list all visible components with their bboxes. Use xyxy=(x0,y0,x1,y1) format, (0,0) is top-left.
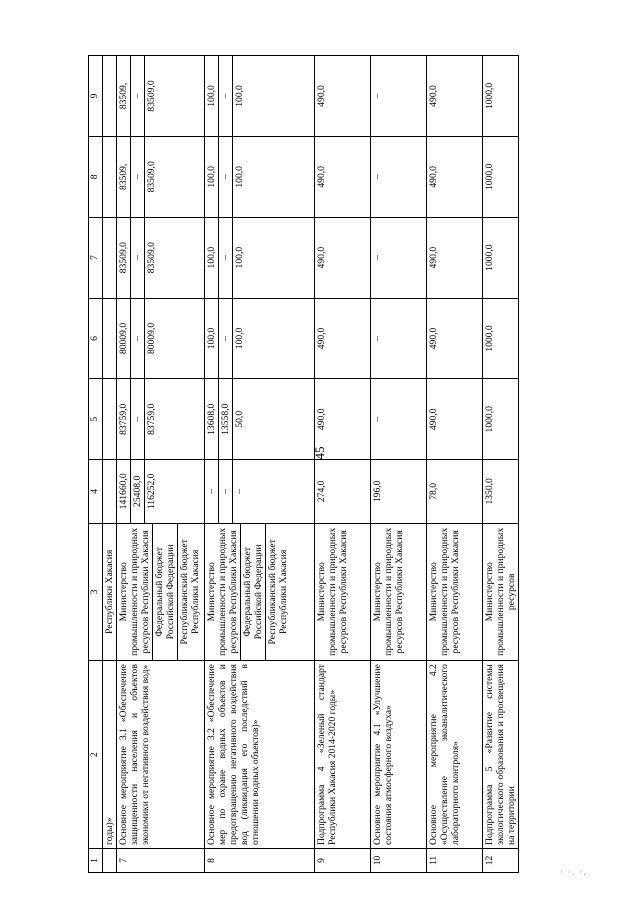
executor-line: Министерство промышленности и природных ресурсов xyxy=(484,527,517,656)
continuation-cell-5 xyxy=(103,379,117,460)
row-activity-name: Основное мероприятие 4.2 «Осуществление экоаналитического лабораторного контроля» xyxy=(427,661,483,849)
value-line: – xyxy=(130,137,144,217)
value-cell-9 xyxy=(427,56,483,137)
value-cell-4 xyxy=(205,460,315,523)
value-cell-5 xyxy=(427,379,483,460)
value-line: 490,0 xyxy=(428,327,439,350)
value-line: 490,0 xyxy=(428,246,439,269)
row-number: 9 xyxy=(315,848,371,872)
table-row xyxy=(371,56,427,873)
value-line: – xyxy=(206,488,217,494)
value-line: – xyxy=(130,379,144,459)
value-line: 141660,0 xyxy=(118,473,129,510)
value-line: 196,0 xyxy=(372,480,383,503)
rotated-table-area xyxy=(88,55,553,873)
value-cell-6 xyxy=(371,298,427,379)
value-line: – xyxy=(130,299,144,379)
continuation-cell-7 xyxy=(103,217,117,298)
value-cell-7 xyxy=(315,217,371,298)
value-cell-8 xyxy=(117,136,205,217)
value-line: 1000,0 xyxy=(484,163,495,191)
value-line: 83759,0 xyxy=(118,403,129,435)
value-cell-5 xyxy=(205,379,315,460)
value-line: 1000,0 xyxy=(484,82,495,110)
value-line: 1000,0 xyxy=(484,406,495,433)
budget-table xyxy=(88,55,519,873)
value-cell-7 xyxy=(371,217,427,298)
value-line: 490,0 xyxy=(428,85,439,107)
row-activity-name: Подпрограмма 5 «Развитие системы экологического образования и просвещения на территории xyxy=(483,661,519,849)
value-line: – xyxy=(130,56,144,136)
value-line: – xyxy=(372,255,383,261)
row-number: 10 xyxy=(371,848,427,872)
value-cell-7 xyxy=(427,217,483,298)
value-cell-4 xyxy=(427,460,483,523)
value-cell-9 xyxy=(117,56,205,137)
continuation-cell-6 xyxy=(103,298,117,379)
value-cell-6 xyxy=(117,298,205,379)
value-cell-5 xyxy=(117,379,205,460)
continuation-row xyxy=(103,56,117,873)
header-row xyxy=(89,56,103,873)
row-number: 12 xyxy=(483,848,519,872)
row-activity-name: Основное мероприятие 3.2 «Обеспечение мер по охране водных объектов и предотвращению негативного воздействия вод (ликвидация его последствий в отношении водных объектов)» xyxy=(205,661,315,849)
value-line: – xyxy=(218,460,232,522)
header-col-5: 5 xyxy=(89,379,103,460)
value-cell-9 xyxy=(205,56,315,137)
value-cell-4 xyxy=(117,460,205,523)
value-line: 83509,0 xyxy=(144,137,158,217)
table-row xyxy=(315,56,371,873)
value-cell-8 xyxy=(315,136,371,217)
value-line: 100,0 xyxy=(232,218,246,298)
continuation-cell-1 xyxy=(103,848,117,872)
value-cell-5 xyxy=(371,379,427,460)
row-number: 7 xyxy=(117,848,205,872)
table-rotator xyxy=(88,55,553,873)
value-line: 83509, xyxy=(118,163,129,191)
value-line: 25408,0 xyxy=(130,460,144,522)
value-line: – xyxy=(372,416,383,422)
executor-line: Республиканский бюджет Республики Хакасия xyxy=(177,524,202,661)
continuation-cell-9 xyxy=(103,56,117,137)
value-line: 490,0 xyxy=(316,85,327,107)
executor-cell xyxy=(483,523,519,661)
table-row xyxy=(205,56,315,873)
value-line: 83759,0 xyxy=(144,379,158,459)
value-cell-8 xyxy=(205,136,315,217)
value-line: 1350,0 xyxy=(484,478,495,505)
table-row xyxy=(117,56,205,873)
value-cell-8 xyxy=(371,136,427,217)
continuation-cell-8 xyxy=(103,136,117,217)
value-line: 100,0 xyxy=(232,56,246,136)
value-line: 80009,0 xyxy=(118,322,129,355)
value-line: 274,0 xyxy=(316,480,327,503)
executor-line: Федеральный бюджет Российской Федерации xyxy=(240,524,265,661)
value-line: – xyxy=(218,56,232,136)
value-line: 50,0 xyxy=(232,379,246,459)
executor-line: Министерство промышленности и природных ресурсов Республики Хакасия xyxy=(428,527,461,656)
row-activity-name: Основное мероприятие 3.1 «Обеспечение защищенности населения и объектов экономики от негативного воздействия вод» xyxy=(117,661,205,849)
value-line: – xyxy=(232,460,246,522)
value-line: 13608,0 xyxy=(206,403,217,435)
executor-line: Министерство промышленности и природных ресурсов Республики Хакасия xyxy=(316,527,349,656)
value-line: – xyxy=(218,218,232,298)
row-number: 11 xyxy=(427,848,483,872)
value-line: 100,0 xyxy=(206,166,217,188)
value-line: 83509,0 xyxy=(144,56,158,136)
header-col-4: 4 xyxy=(89,460,103,523)
executor-line: Министерство промышленности и природных ресурсов Республики Хакасия xyxy=(206,527,239,656)
value-cell-6 xyxy=(315,298,371,379)
value-cell-7 xyxy=(117,217,205,298)
value-line: 100,0 xyxy=(206,85,217,107)
value-cell-9 xyxy=(483,56,519,137)
value-cell-5 xyxy=(315,379,371,460)
value-cell-4 xyxy=(371,460,427,523)
value-line: – xyxy=(218,137,232,217)
header-col-8: 8 xyxy=(89,136,103,217)
value-line: 1000,0 xyxy=(484,325,495,352)
value-line: 100,0 xyxy=(206,246,217,269)
row-number: 8 xyxy=(205,848,315,872)
executor-line: Министерство промышленности и природных ресурсов Республики Хакасия xyxy=(372,527,405,656)
value-cell-7 xyxy=(483,217,519,298)
continuation-executor: Республики Хакасия xyxy=(103,523,117,661)
value-cell-6 xyxy=(205,298,315,379)
value-line: 490,0 xyxy=(316,327,327,350)
executor-line: Федеральный бюджет Российской Федерации xyxy=(152,524,177,661)
header-col-7: 7 xyxy=(89,217,103,298)
executor-cell xyxy=(427,523,483,661)
continuation-cell-4 xyxy=(103,460,117,523)
value-line: 78,0 xyxy=(428,482,439,500)
value-cell-6 xyxy=(427,298,483,379)
executor-cell xyxy=(315,523,371,661)
value-line: 490,0 xyxy=(316,166,327,188)
value-cell-5 xyxy=(483,379,519,460)
header-col-3: 3 xyxy=(89,523,103,661)
executor-line: Министерство промышленности и природных ресурсов Республики Хакасия xyxy=(118,527,151,656)
table-row xyxy=(483,56,519,873)
value-cell-8 xyxy=(427,136,483,217)
value-cell-8 xyxy=(483,136,519,217)
value-line: – xyxy=(372,93,383,99)
value-line: 490,0 xyxy=(316,246,327,269)
executor-line: Республиканский бюджет Республики Хакасия xyxy=(265,524,290,661)
value-line: 100,0 xyxy=(206,327,217,350)
value-line: 83509, xyxy=(118,82,129,110)
value-line: 80009,0 xyxy=(144,299,158,379)
scan-mark: · ·. ·. xyxy=(560,868,588,878)
value-cell-6 xyxy=(483,298,519,379)
executor-cell xyxy=(371,523,427,661)
row-activity-name: Подпрограмма 4 «Зеленый стандарт Республики Хакасия 2014-2020 годы» xyxy=(315,661,371,849)
executor-cell xyxy=(205,523,315,661)
value-line: – xyxy=(372,174,383,180)
page-number: 45 xyxy=(312,446,327,460)
value-line: 83509,0 xyxy=(144,218,158,298)
header-col-9: 9 xyxy=(89,56,103,137)
header-col-2: 2 xyxy=(89,661,103,849)
value-line: 1000,0 xyxy=(484,244,495,271)
value-line: – xyxy=(130,218,144,298)
header-col-1: 1 xyxy=(89,848,103,872)
value-line: – xyxy=(372,336,383,341)
value-line: 83509,0 xyxy=(118,242,129,274)
value-cell-7 xyxy=(205,217,315,298)
header-col-6: 6 xyxy=(89,298,103,379)
value-line: 490,0 xyxy=(428,408,439,431)
value-line: 490,0 xyxy=(428,166,439,188)
table-row xyxy=(427,56,483,873)
value-cell-4 xyxy=(315,460,371,523)
value-cell-4 xyxy=(483,460,519,523)
value-line: 100,0 xyxy=(232,137,246,217)
value-line: 116252,0 xyxy=(144,460,158,522)
row-activity-name: Основное мероприятие 4.1 «Улучшение состояния атмосферного воздуха» xyxy=(371,661,427,849)
value-cell-9 xyxy=(371,56,427,137)
executor-cell xyxy=(117,523,205,661)
value-line: 490,0 xyxy=(316,408,327,431)
value-cell-9 xyxy=(315,56,371,137)
value-line: 13558,0 xyxy=(218,379,232,459)
value-line: 100,0 xyxy=(232,299,246,379)
table-body xyxy=(103,56,519,873)
continuation-name: годы)» xyxy=(103,661,117,849)
value-line: – xyxy=(218,299,232,379)
